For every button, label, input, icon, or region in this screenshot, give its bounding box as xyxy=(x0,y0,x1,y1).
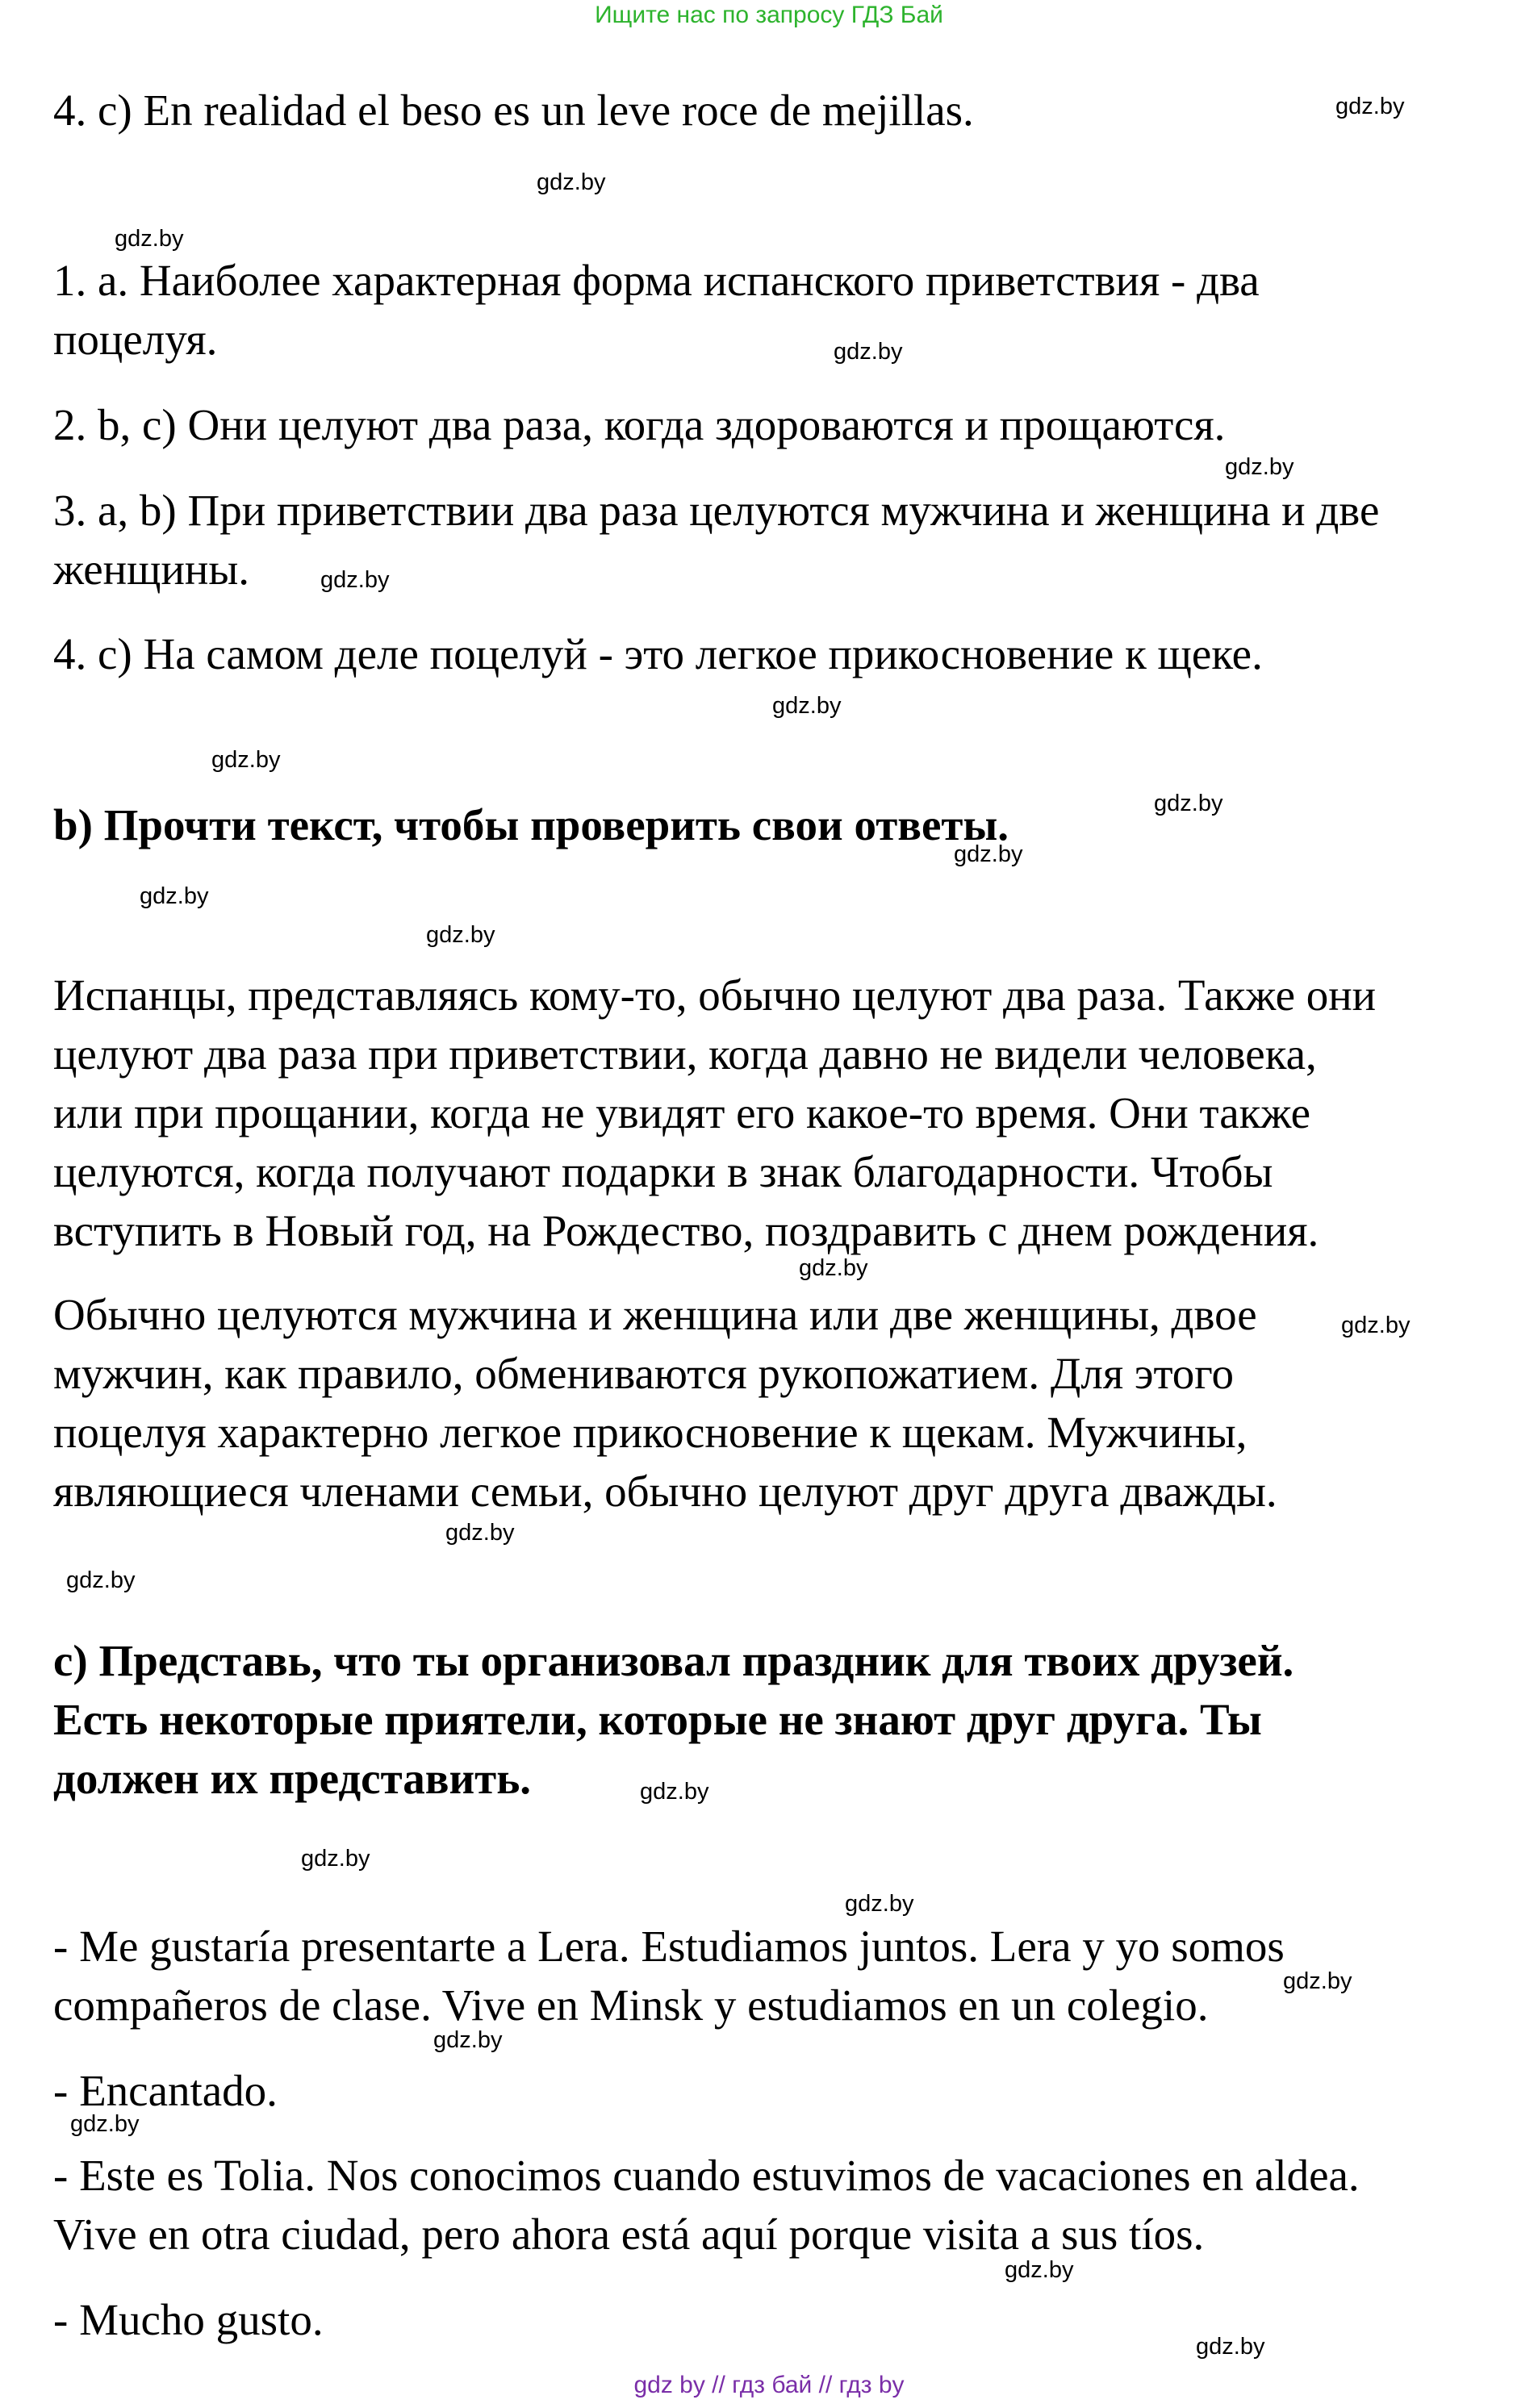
paragraph-line: Обычно целуются мужчина и женщина или две женщины, двое xyxy=(53,1290,1257,1339)
paragraph-line: вступить в Новый год, на Рождество, поздравить с днем рождения. xyxy=(53,1206,1319,1255)
watermark: gdz.by xyxy=(320,567,390,593)
watermark: gdz.by xyxy=(1335,94,1405,119)
answer-line: поцелуя. xyxy=(53,315,218,364)
answer-line: 1. a. Наиболее характерная форма испанского приветствия - два xyxy=(53,256,1260,305)
watermark: gdz.by xyxy=(1196,2334,1265,2360)
watermark: gdz.by xyxy=(799,1255,868,1281)
dialogue-line: - Mucho gusto. xyxy=(53,2295,324,2344)
dialogue-line: Vive en otra ciudad, pero ahora está aquí porque visita a sus tíos. xyxy=(53,2210,1205,2259)
dialogue-line: - Encantado. xyxy=(53,2066,278,2115)
watermark: gdz.by xyxy=(1225,454,1294,480)
watermark: gdz.by xyxy=(1005,2257,1074,2283)
answer-line: 3. a, b) При приветствии два раза целуются мужчина и женщина и две xyxy=(53,486,1380,535)
watermark: gdz.by xyxy=(140,883,209,909)
task-heading-c: c) Представь, что ты организовал праздник для твоих друзей. xyxy=(53,1636,1294,1685)
task-heading-b: b) Прочти текст, чтобы проверить свои ответы. xyxy=(53,800,1009,849)
watermark: gdz.by xyxy=(301,1846,370,1872)
task-heading-c: Есть некоторые приятели, которые не знают друг друга. Ты xyxy=(53,1695,1262,1744)
site-footer-links[interactable]: gdz by // гдз бай // гдз by xyxy=(633,2372,905,2398)
watermark: gdz.by xyxy=(954,841,1023,867)
watermark: gdz.by xyxy=(1341,1313,1411,1338)
dialogue-line: - Me gustaría presentarte a Lera. Estudiamos juntos. Lera y yo somos xyxy=(53,1922,1285,1971)
paragraph-line: мужчин, как правило, обмениваются рукопожатием. Для этого xyxy=(53,1349,1234,1398)
watermark: gdz.by xyxy=(834,339,903,365)
watermark: gdz.by xyxy=(433,2027,503,2053)
paragraph-line: целуют два раза при приветствии, когда давно не видели человека, xyxy=(53,1029,1317,1079)
watermark: gdz.by xyxy=(845,1891,914,1917)
watermark: gdz.by xyxy=(66,1567,136,1593)
watermark: gdz.by xyxy=(537,169,606,195)
answer-line: 2. b, c) Они целуют два раза, когда здороваются и прощаются. xyxy=(53,400,1226,449)
paragraph-line: поцелуя характерно легкое прикосновение к щекам. Мужчины, xyxy=(53,1408,1248,1457)
task-heading-c: должен их представить. xyxy=(53,1754,532,1803)
watermark: gdz.by xyxy=(426,922,495,948)
answer-line: женщины. xyxy=(53,545,250,594)
watermark: gdz.by xyxy=(211,747,281,773)
watermark: gdz.by xyxy=(640,1779,709,1805)
paragraph-line: являющиеся членами семьи, обычно целуют друг друга дважды. xyxy=(53,1467,1277,1516)
watermark: gdz.by xyxy=(1283,1968,1352,1994)
answer-line: 4. c) На самом деле поцелуй - это легкое прикосновение к щеке. xyxy=(53,629,1263,678)
watermark: gdz.by xyxy=(115,226,184,252)
watermark: gdz.by xyxy=(70,2111,140,2137)
paragraph-line: целуются, когда получают подарки в знак благодарности. Чтобы xyxy=(53,1147,1273,1196)
dialogue-line: - Este es Tolia. Nos conocimos cuando estuvimos de vacaciones en aldea. xyxy=(53,2151,1360,2200)
watermark: gdz.by xyxy=(1154,791,1223,816)
answer-line: 4. c) En realidad el beso es un leve roce de mejillas. xyxy=(53,86,974,135)
site-header-banner[interactable]: Ищите нас по запросу ГДЗ Бай xyxy=(595,2,943,28)
watermark: gdz.by xyxy=(772,693,842,719)
paragraph-line: или при прощании, когда не увидят его какое-то время. Они также xyxy=(53,1088,1311,1137)
dialogue-line: compañeros de clase. Vive en Minsk y estudiamos en un colegio. xyxy=(53,1980,1209,2030)
watermark: gdz.by xyxy=(445,1520,515,1546)
paragraph-line: Испанцы, представляясь кому-то, обычно целуют два раза. Также они xyxy=(53,970,1377,1020)
